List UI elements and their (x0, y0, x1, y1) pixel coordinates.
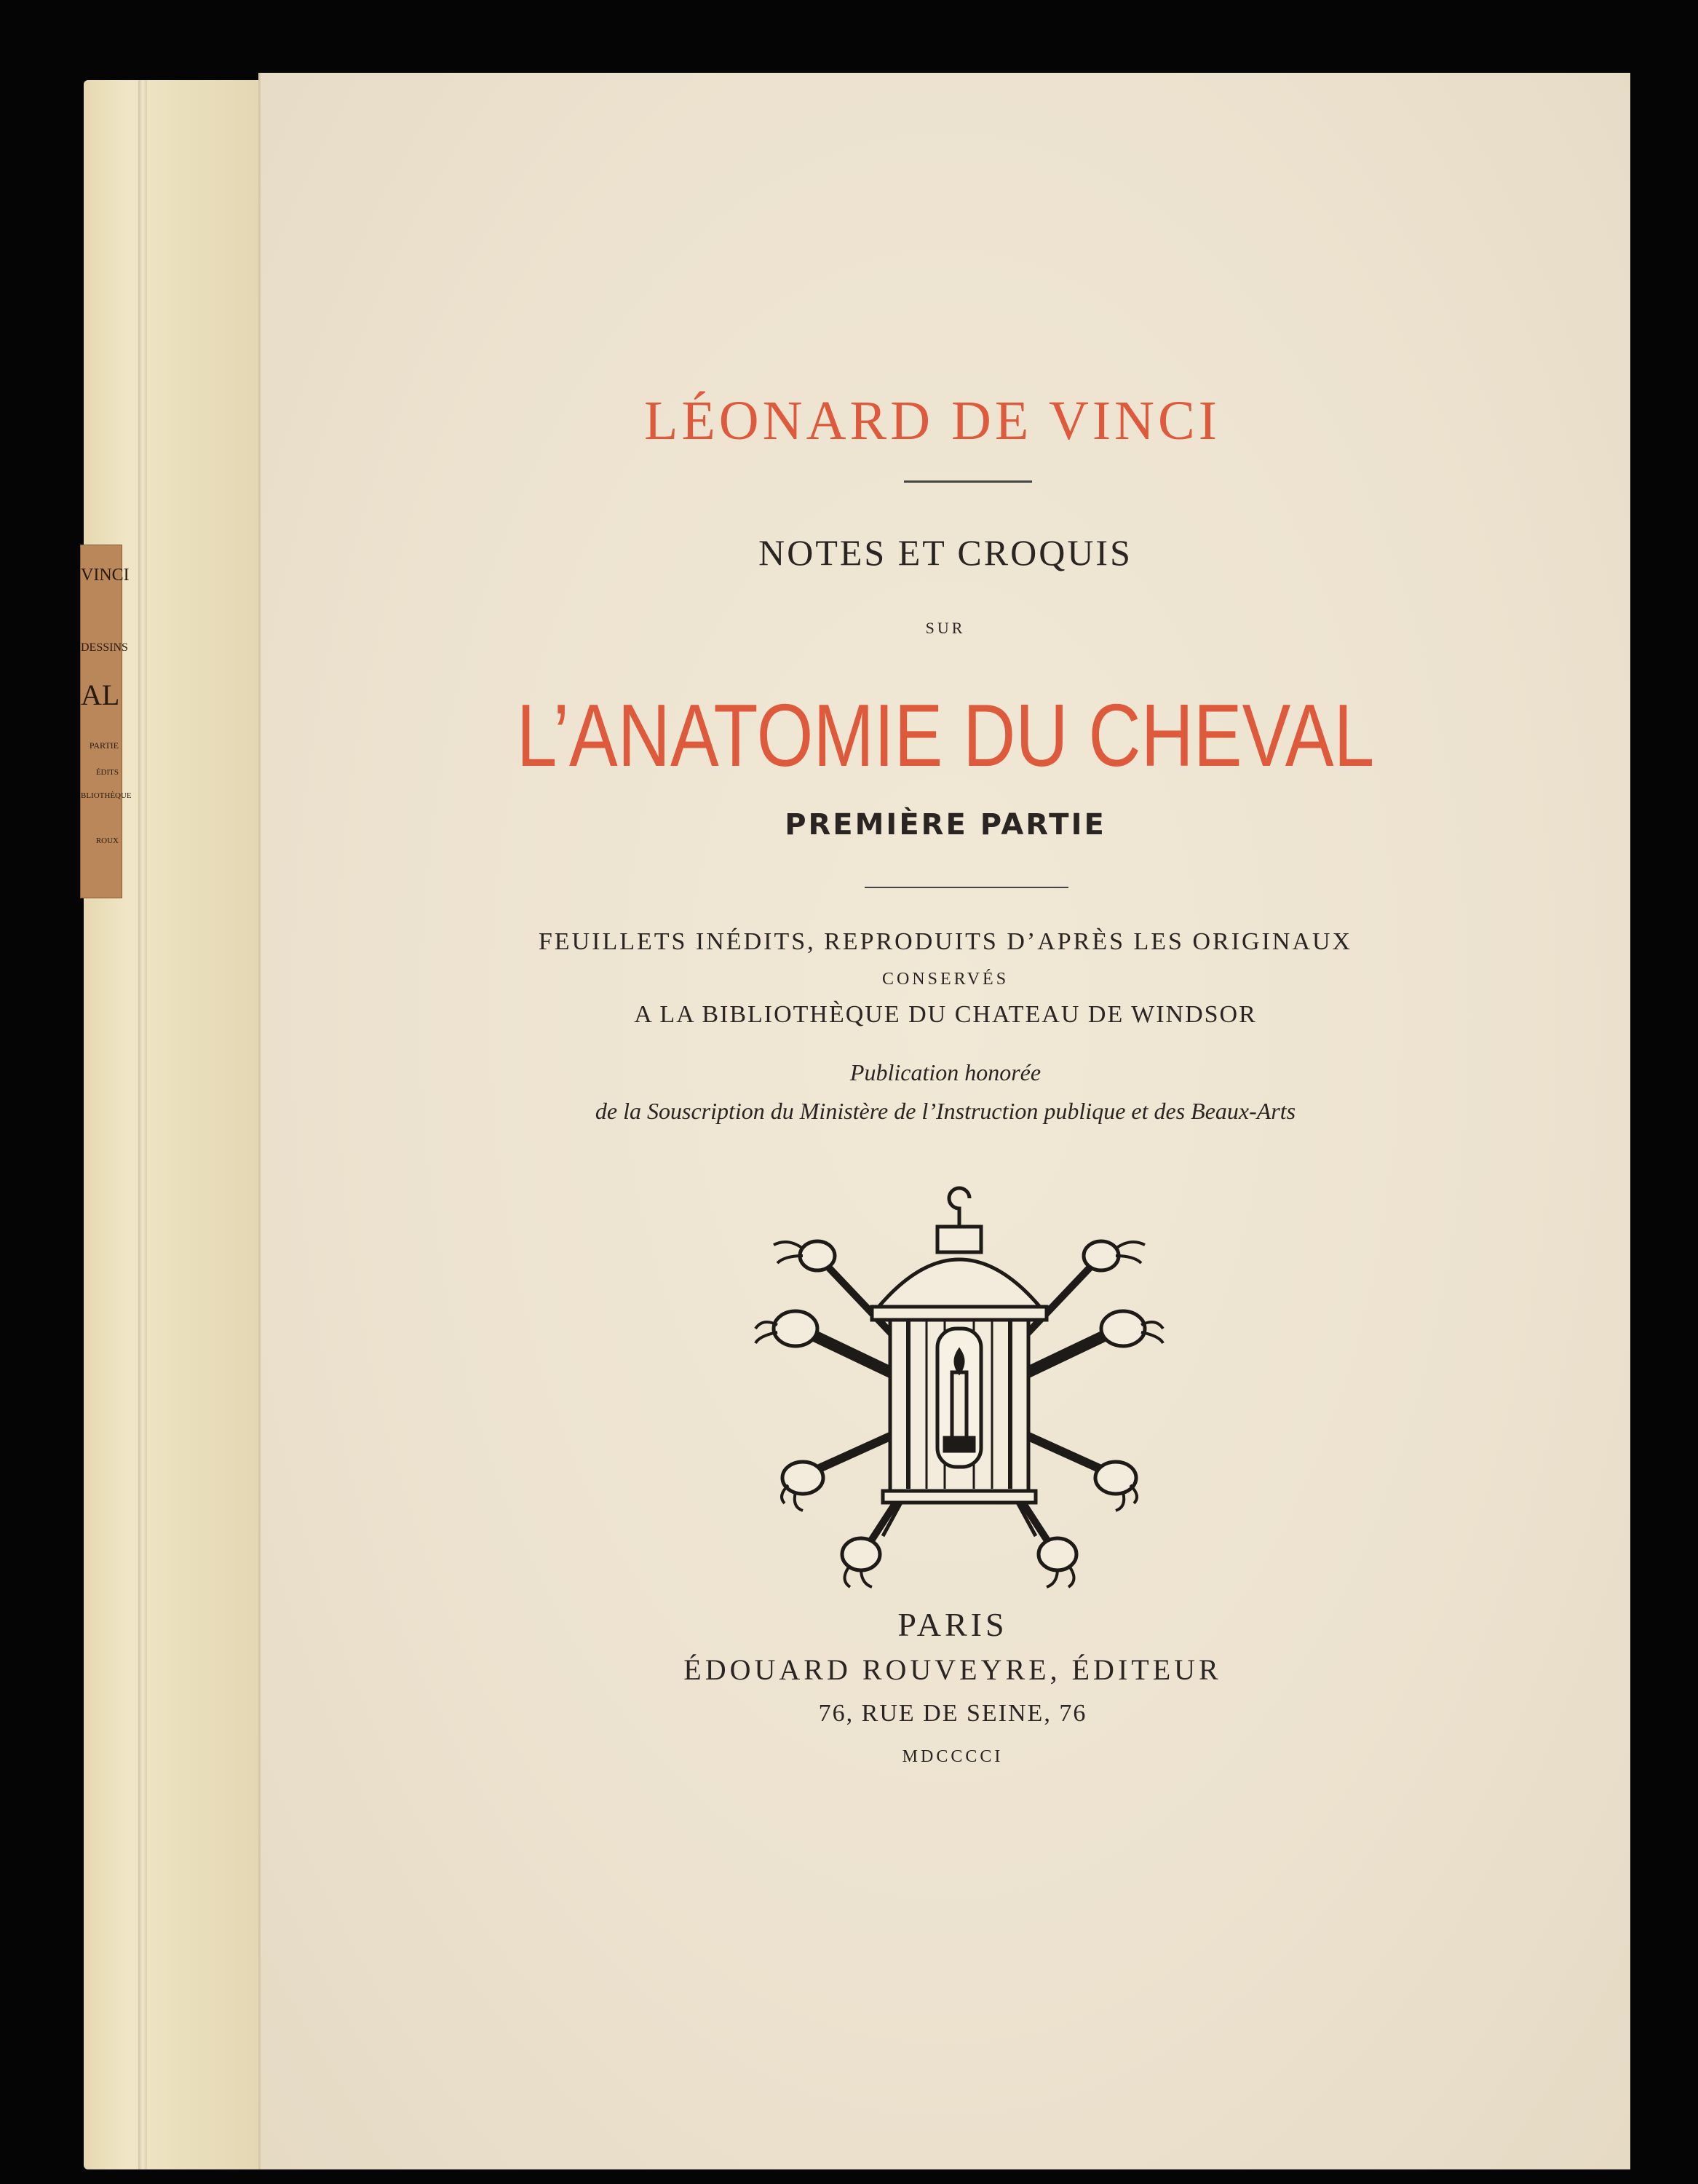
spine-label-line: VINCI (81, 566, 130, 585)
spine-label-line: ROUX (95, 836, 119, 845)
publication-note: Publication honorée (849, 1059, 1042, 1085)
subtitle: NOTES ET CROQUIS (758, 532, 1132, 573)
spine-label-line: BLIOTHÈQUE (81, 791, 132, 800)
divider-rule (904, 480, 1032, 483)
spine-label-line: PARTIE (89, 740, 119, 751)
spine-label-line: ÉDITS (95, 768, 119, 777)
book-spine (84, 80, 258, 2169)
spine-label (80, 545, 132, 898)
description-line: CONSERVÉS (881, 970, 1009, 989)
description-line: A LA BIBLIOTHÈQUE DU CHATEAU DE WINDSOR (634, 1001, 1257, 1028)
book-title: L’ANATOMIE DU CHEVAL (516, 686, 1375, 785)
lantern-emblem-icon (726, 1187, 1192, 1645)
publisher-address: 76, RUE DE SEINE, 76 (818, 1700, 1087, 1727)
divider-rule (865, 887, 1068, 888)
spine-fold (138, 80, 147, 2169)
spine-label-line: AL (81, 678, 120, 711)
publication-note: de la Souscription du Ministère de l’Instruction publique et des Beaux-Arts (595, 1098, 1296, 1124)
author-name: LÉONARD DE VINCI (643, 390, 1221, 451)
connector-word: SUR (925, 619, 966, 637)
publication-year: MDCCCCI (902, 1747, 1004, 1766)
publisher-name: ÉDOUARD ROUVEYRE, ÉDITEUR (683, 1653, 1222, 1686)
book-cover (258, 73, 1630, 2169)
part-label: PREMIÈRE PARTIE (785, 808, 1106, 842)
description-line: FEUILLETS INÉDITS, REPRODUITS D’APRÈS LES ORIGINAUX (538, 928, 1353, 955)
spine-label-line: DESSINS (81, 641, 128, 654)
publication-city: PARIS (897, 1606, 1008, 1643)
